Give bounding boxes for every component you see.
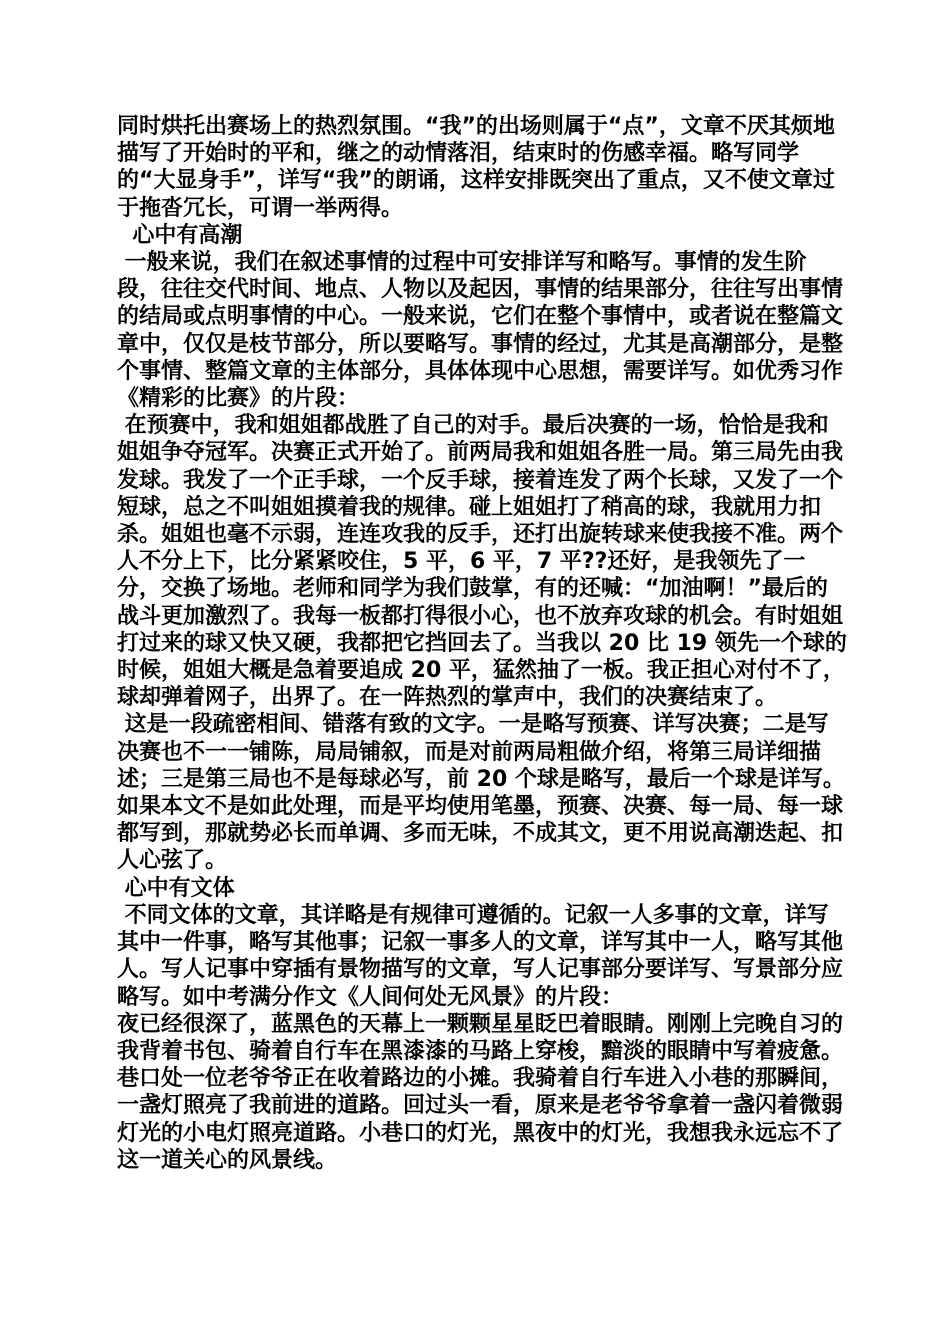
paragraph-genre-explanation: 不同文体的文章，其详略是有规律可遵循的。记叙一人多事的文章，详写其中一件事，略写其他事；记叙一事多人的文章，详写其中一人，略写其他人。写人记事中穿插有景物描写的文章，写人记事部分要详写、写景部分应略写。如中考满分作文《人间何处无风景》的片段： [117,902,844,1010]
paragraph-analysis: 这是一段疏密相间、错落有致的文字。一是略写预赛、详写决赛；二是写决赛也不一一铺陈，局局铺叙，而是对前两局粗做介绍，将第三局详细描述；三是第三局也不是每球必写，前 20 个球是略写，最后一个球是详写。如果本文不是如此处理，而是平均使用笔墨，预赛、决赛、每一局、每一球都写到，那就势必长而单调、多而无味，不成其文，更不用说高潮迭起、扣人心弦了。 [117,712,845,874]
section-heading-climax: 心中有高潮 [117,222,243,248]
paragraph-intro: 同时烘托出赛场上的热烈氛围。“我”的出场则属于“点”，文章不厌其烦地描写了开始时的平和，继之的动情落泪，结束时的伤感幸福。略写同学的“大显身手”，详写“我”的朗诵，这样安排既突出了重点，又不使文章过于拖沓冗长，可谓一举两得。 [117,114,835,221]
section-heading-genre: 心中有文体 [117,875,235,901]
paragraph-climax-explanation: 一般来说，我们在叙述事情的过程中可安排详写和略写。事情的发生阶段，往往交代时间、地点、人物以及起因，事情的结果部分，往往写出事情的结局或点明事情的中心。一般来说，它们在整个事情中，或者说在整篇文章中，仅仅是枝节部分，所以要略写。事情的经过，尤其是高潮部分，是整个事情、整篇文章的主体部分，具体体现中心思想，需要详写。如优秀习作《精彩的比赛》的片段： [117,250,844,412]
paragraph-match-excerpt: 在预赛中，我和姐姐都战胜了自己的对手。最后决赛的一场，恰恰是我和姐姐争夺冠军。决赛正式开始了。前两局我和姐姐各胜一局。第三局先由我发球。我发了一个正手球，一个反手球，接着连发了两个长球，又发了一个短球，总之不叫姐姐摸着我的规律。碰上姐姐打了稍高的球，我就用力扣杀。姐姐也毫不示弱，连连攻我的反手，还打出旋转球来使我接不准。两个人不分上下，比分紧紧咬住，5 平，6 平，7 平??还好，是我领先了一分，交换了场地。老师和同学为我们鼓掌，有的还喊：“加油啊！”最后的战斗更加激烈了。我每一板都打得很小心，也不放弃攻球的机会。有时姐姐打过来的球又快又硬，我都把它挡回去了。当我以 20 比 19 领先一个球的时候，姐姐大概是急着要追成 20 平，猛然抽了一板。我正担心对付不了，球却弹着网子，出界了。在一阵热烈的掌声中，我们的决赛结束了。 [117,413,847,711]
document-page [117,113,849,1174]
paragraph-night-excerpt: 夜已经很深了，蓝黑色的天幕上一颗颗星星眨巴着眼睛。刚刚上完晚自习的我背着书包、骑着自行车在黑漆漆的马路上穿梭，黯淡的眼睛中写着疲惫。巷口处一位老爷爷正在收着路边的小摊。我骑着自行车进入小巷的那瞬间，一盏灯照亮了我前进的道路。回过头一看，原来是老爷爷拿着一盏闪着微弱灯光的小电灯照亮道路。小巷口的灯光，黑夜中的灯光，我想我永远忘不了这一道关心的风景线。 [117,1011,844,1173]
